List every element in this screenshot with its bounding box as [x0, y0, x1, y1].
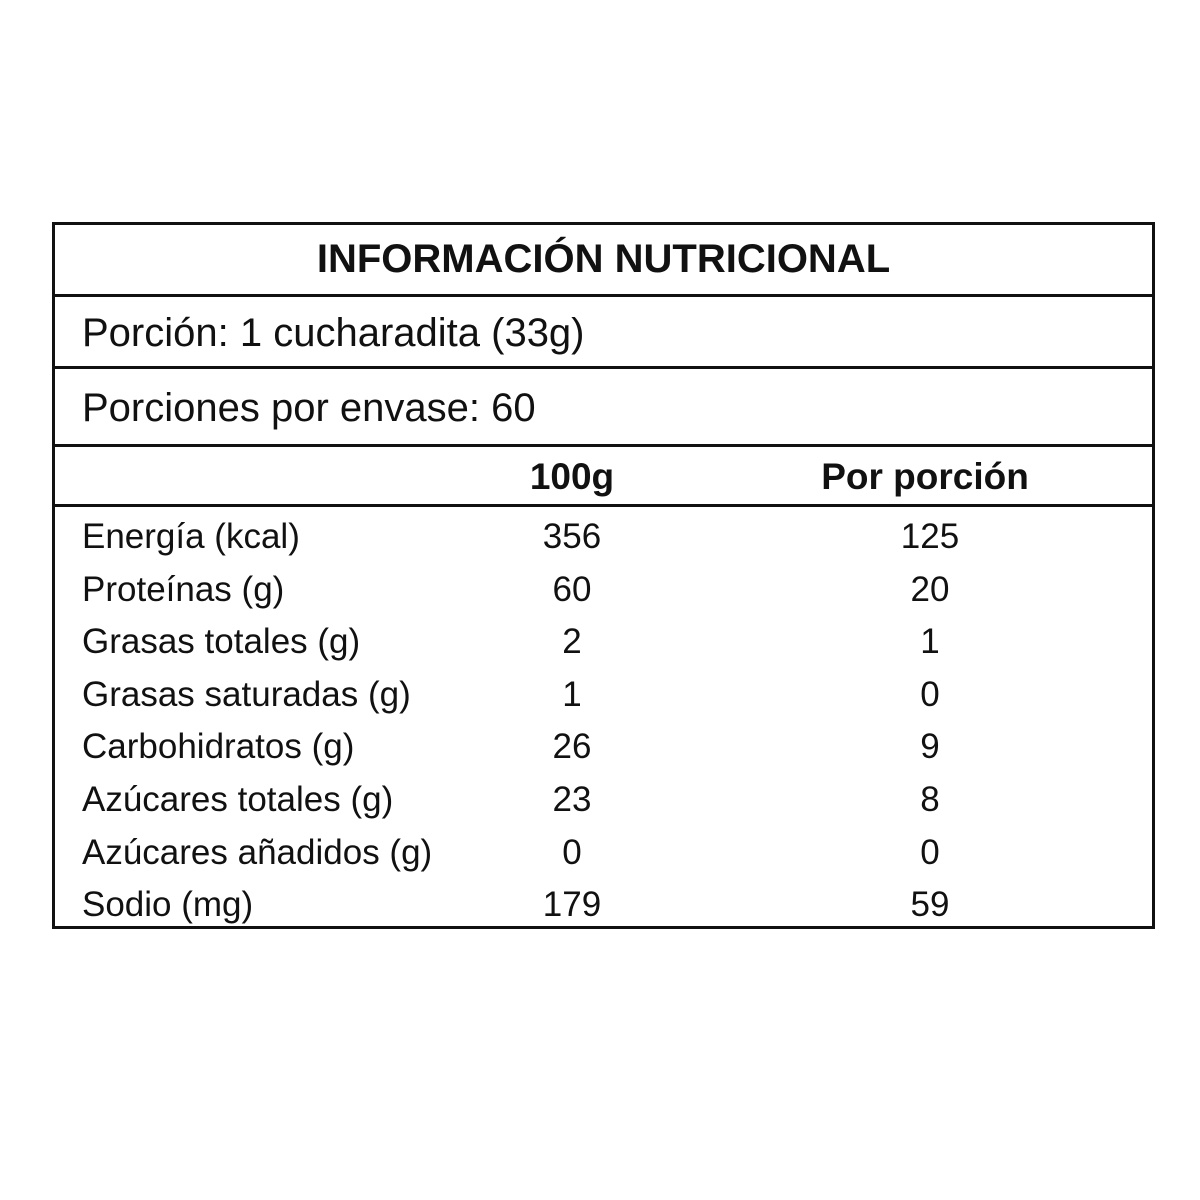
- serving-size-text: Porción: 1 cucharadita (33g): [82, 310, 585, 355]
- nutrient-value-100g: 26: [552, 727, 592, 767]
- servings-per-container-text: Porciones por envase: 60: [82, 385, 536, 430]
- table-row: [55, 671, 1152, 724]
- table-row: [55, 618, 1152, 671]
- column-header-per-serving: Por porción: [821, 456, 1029, 497]
- page-title: INFORMACIÓN NUTRICIONAL: [316, 237, 891, 281]
- nutrient-value-100g: 1: [562, 674, 582, 714]
- nutrient-value-100g: 23: [552, 779, 592, 819]
- table-row: [55, 513, 1152, 566]
- nutrient-label: Azúcares añadidos (g): [82, 832, 433, 872]
- title-row: [55, 225, 1152, 297]
- nutrient-value-per-serving: 20: [910, 569, 950, 609]
- nutrient-label: Carbohidratos (g): [82, 727, 355, 767]
- nutrient-label: Azúcares totales (g): [82, 779, 394, 819]
- nutrient-value-100g: 356: [542, 517, 602, 556]
- column-header-100g: 100g: [529, 456, 615, 497]
- table-row: [55, 566, 1152, 619]
- table-row: [55, 829, 1152, 882]
- nutrient-value-per-serving: 0: [920, 674, 940, 714]
- nutrient-value-per-serving: 0: [920, 832, 940, 872]
- nutrient-value-100g: 0: [562, 832, 582, 872]
- nutrient-label: Grasas totales (g): [82, 622, 361, 662]
- serving-size-row: [55, 300, 1152, 369]
- nutrient-label: Sodio (mg): [82, 885, 254, 925]
- nutrient-value-per-serving: 1: [920, 622, 940, 662]
- nutrient-value-per-serving: 59: [910, 885, 950, 925]
- column-header-row: [55, 450, 1152, 507]
- nutrition-facts-panel: [52, 222, 1155, 929]
- nutrient-value-per-serving: 125: [900, 517, 960, 556]
- nutrient-value-100g: 2: [562, 622, 582, 662]
- nutrient-value-100g: 179: [542, 885, 602, 925]
- nutrient-label: Proteínas (g): [82, 569, 285, 609]
- table-row: [55, 776, 1152, 829]
- table-row: [55, 723, 1152, 776]
- nutrient-value-per-serving: 8: [920, 779, 940, 819]
- servings-per-container-row: [55, 372, 1152, 447]
- nutrient-label: Grasas saturadas (g): [82, 674, 411, 714]
- nutrient-value-per-serving: 9: [920, 727, 940, 767]
- nutrient-label: Energía (kcal): [82, 517, 300, 556]
- nutrient-table: [55, 513, 1152, 934]
- table-row: [55, 881, 1152, 934]
- nutrient-value-100g: 60: [552, 569, 592, 609]
